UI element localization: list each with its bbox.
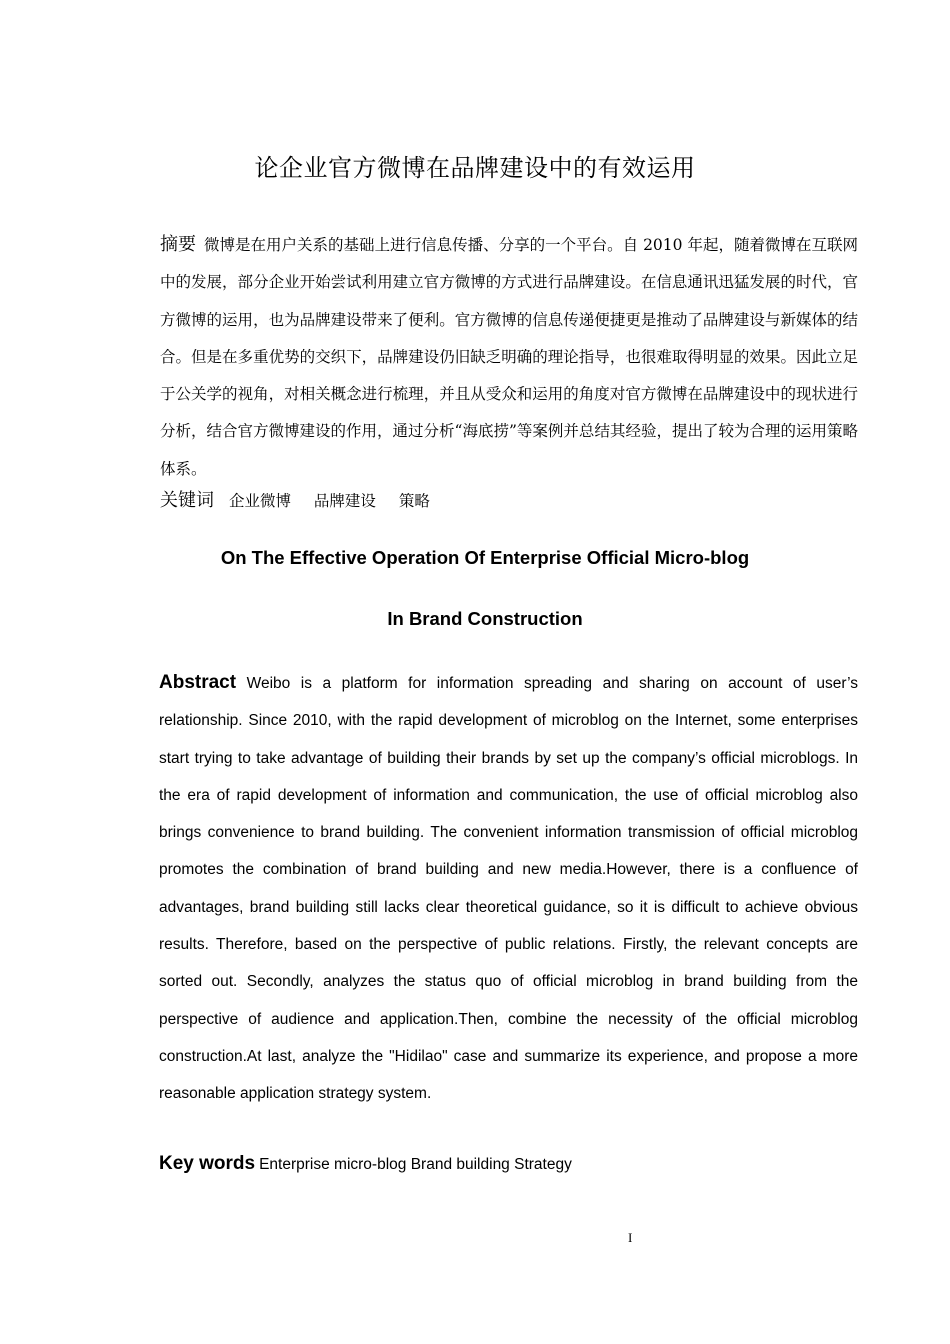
chinese-title: 论企业官方微博在品牌建设中的有效运用 bbox=[254, 154, 696, 182]
english-keywords bbox=[159, 1150, 572, 1179]
english-title-line-2: In Brand Construction bbox=[387, 608, 583, 629]
chinese-keyword: 品牌建设 bbox=[313, 492, 376, 510]
english-keywords-text: Enterprise micro-blog Brand building Strategy bbox=[259, 1156, 572, 1173]
page-number: I bbox=[628, 1230, 633, 1245]
english-abstract bbox=[159, 664, 858, 1113]
english-abstract-text: Weibo is a platform for information spreading and sharing on account of user’s relationship. Since 2010, with the rapid development of microblog on the Internet, some enterprises start trying to take advantage of building their brands by set up the company’s official microblogs. In the era of rapid development of information and communication, the use of official microblog also brings convenience to brand building. The convenient information transmission of official microblog promotes the combination of brand building and new media.However, there is a confluence of advantages, brand building still lacks clear theoretical guidance, so it is difficult to achieve obvious results. Therefore, based on the perspective of public relations. Firstly, the relevant concepts are sorted out. Secondly, analyzes the status quo of official microblog in brand building from the perspective of audience and application.Then, combine the necessity of the official microblog construction.At last, analyze the "Hidilao" case and summarize its experience, and propose a more reasonable application strategy system. bbox=[159, 675, 858, 1103]
chinese-abstract-text: 微博是在用户关系的基础上进行信息传播、分享的一个平台。自 2010 年起，随着微博在互联网中的发展，部分企业开始尝试利用建立官方微博的方式进行品牌建设。在信息通讯迅猛发展的时代，官方微博的运用，也为品牌建设带来了便利。官方微博的信息传递便捷更是推动了品牌建设与新媒体的结合。但是在多重优势的交织下，品牌建设仍旧缺乏明确的理论指导，也很难取得明显的效果。因此立足于公关学的视角，对相关概念进行梳理，并且从受众和运用的角度对官方微博在品牌建设中的现状进行分析，结合官方微博建设的作用，通过分析“海底捞”等案例并总结其经验，提出了较为合理的运用策略体系。 bbox=[160, 236, 858, 478]
english-title-line-1: On The Effective Operation Of Enterprise Official Micro-blog bbox=[220, 547, 750, 568]
english-abstract-label: Abstract bbox=[159, 672, 237, 693]
chinese-keyword: 策略 bbox=[398, 492, 430, 510]
english-keywords-label: Key words bbox=[159, 1153, 256, 1174]
chinese-keyword: 企业微博 bbox=[228, 492, 291, 510]
chinese-keywords-label: 关键词 bbox=[160, 490, 214, 511]
chinese-keywords bbox=[160, 487, 448, 515]
chinese-abstract bbox=[160, 226, 858, 488]
chinese-abstract-label: 摘要 bbox=[160, 234, 197, 255]
